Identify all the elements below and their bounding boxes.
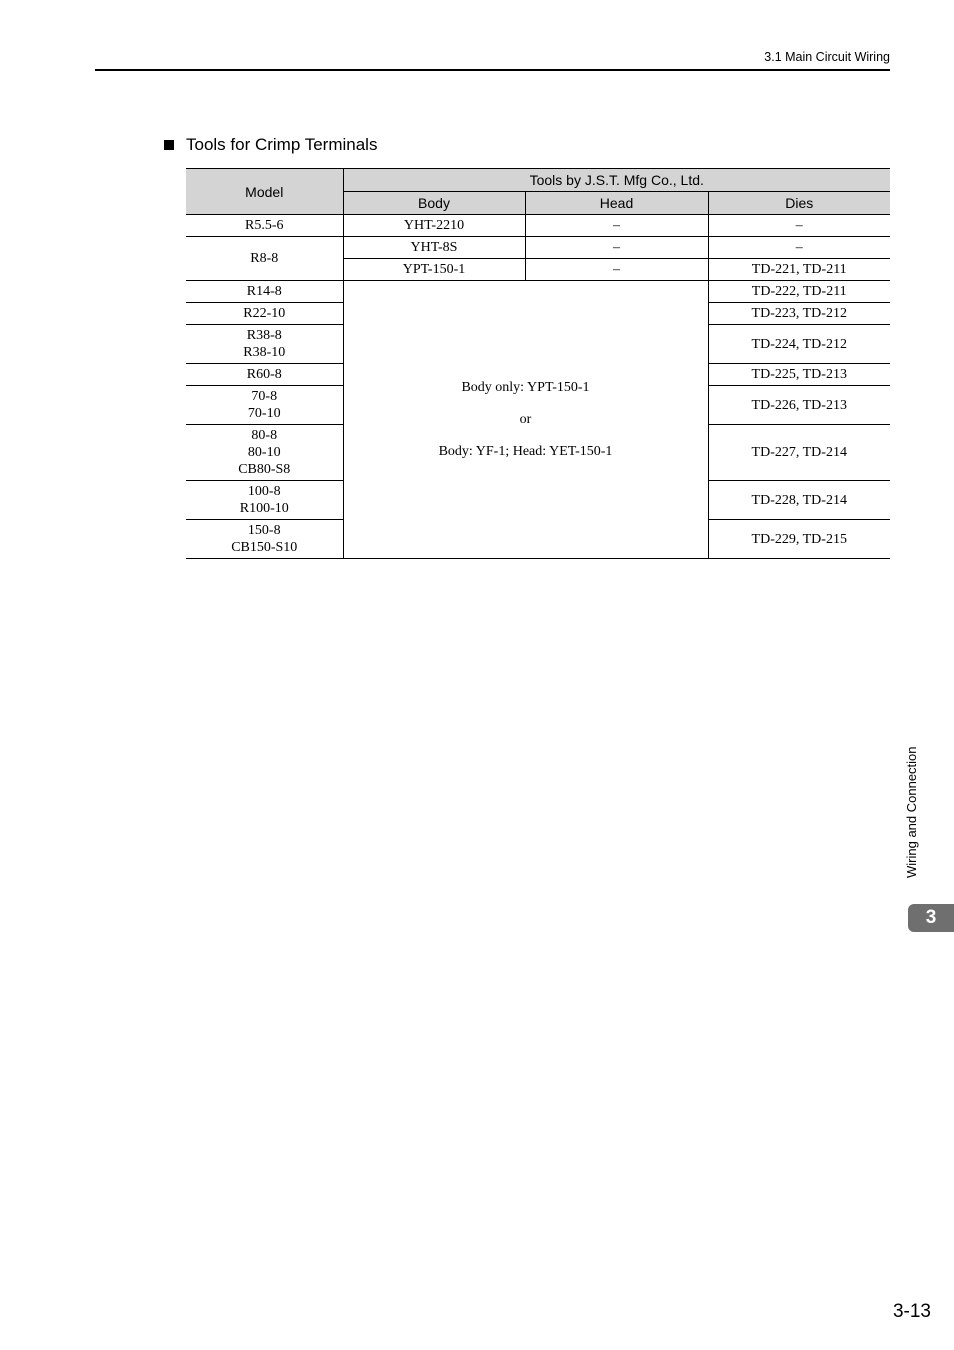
body-cell: YHT-8S	[343, 237, 525, 259]
dies-cell: TD-222, TD-211	[708, 281, 890, 303]
header-head: Head	[525, 192, 708, 215]
model-cell	[186, 281, 343, 303]
model-line: CB80-S8	[238, 462, 291, 477]
merged-tools-line-1: Body only: YPT-150-1	[461, 380, 590, 395]
merged-tools-cell	[343, 281, 708, 559]
head-cell: –	[525, 237, 708, 259]
table-row	[186, 237, 890, 259]
dies-cell: TD-226, TD-213	[708, 386, 890, 425]
header-model: Model	[186, 169, 343, 215]
page-number: 3-13	[892, 1301, 931, 1322]
running-head: 3.1 Main Circuit Wiring	[764, 50, 890, 64]
header-dies: Dies	[708, 192, 890, 215]
model-line: R100-10	[239, 501, 289, 516]
section-heading	[164, 135, 377, 155]
body-cell: YHT-2210	[343, 215, 525, 237]
model-line: 150-8	[247, 523, 281, 538]
model-line: 70-8	[251, 389, 278, 404]
table-row	[186, 281, 890, 303]
model-line: 70-10	[247, 406, 281, 421]
head-cell: –	[525, 215, 708, 237]
chapter-side-label: Wiring and Connection	[904, 746, 919, 878]
dies-cell: –	[708, 215, 890, 237]
model-line: 100-8	[247, 484, 281, 499]
dies-cell: TD-225, TD-213	[708, 364, 890, 386]
header-tools-group: Tools by J.S.T. Mfg Co., Ltd.	[343, 169, 890, 192]
model-cell	[186, 303, 343, 325]
model-cell	[186, 425, 343, 481]
dies-cell: TD-229, TD-215	[708, 520, 890, 559]
header-body: Body	[343, 192, 525, 215]
dies-cell: TD-221, TD-211	[708, 259, 890, 281]
dies-cell: TD-223, TD-212	[708, 303, 890, 325]
model-line: CB150-S10	[231, 540, 298, 555]
header-rule	[95, 69, 890, 71]
merged-tools-line-3: Body: YF-1; Head: YET-150-1	[438, 444, 613, 459]
model-line: 80-8	[251, 428, 278, 443]
head-cell: –	[525, 259, 708, 281]
model-cell	[186, 325, 343, 364]
model-cell	[186, 364, 343, 386]
dies-cell: TD-224, TD-212	[708, 325, 890, 364]
crimp-tools-table	[186, 168, 890, 559]
model-cell: R5.5-6	[186, 215, 343, 237]
dies-cell: –	[708, 237, 890, 259]
dies-cell: TD-227, TD-214	[708, 425, 890, 481]
model-line: R22-10	[243, 306, 286, 321]
model-line: R38-8	[246, 328, 282, 343]
square-bullet-icon	[164, 140, 174, 150]
model-cell: R8-8	[186, 237, 343, 281]
model-line: 80-10	[247, 445, 281, 460]
dies-cell: TD-228, TD-214	[708, 481, 890, 520]
merged-tools-line-2: or	[519, 412, 532, 427]
model-cell	[186, 386, 343, 425]
model-line: R60-8	[246, 367, 282, 382]
model-cell	[186, 520, 343, 559]
model-line: R38-10	[243, 345, 286, 360]
body-cell: YPT-150-1	[343, 259, 525, 281]
section-title: Tools for Crimp Terminals	[186, 135, 378, 154]
model-cell	[186, 481, 343, 520]
table-header-row	[186, 169, 890, 192]
model-line: R14-8	[246, 284, 282, 299]
chapter-tab: 3	[908, 904, 954, 932]
table-row	[186, 215, 890, 237]
